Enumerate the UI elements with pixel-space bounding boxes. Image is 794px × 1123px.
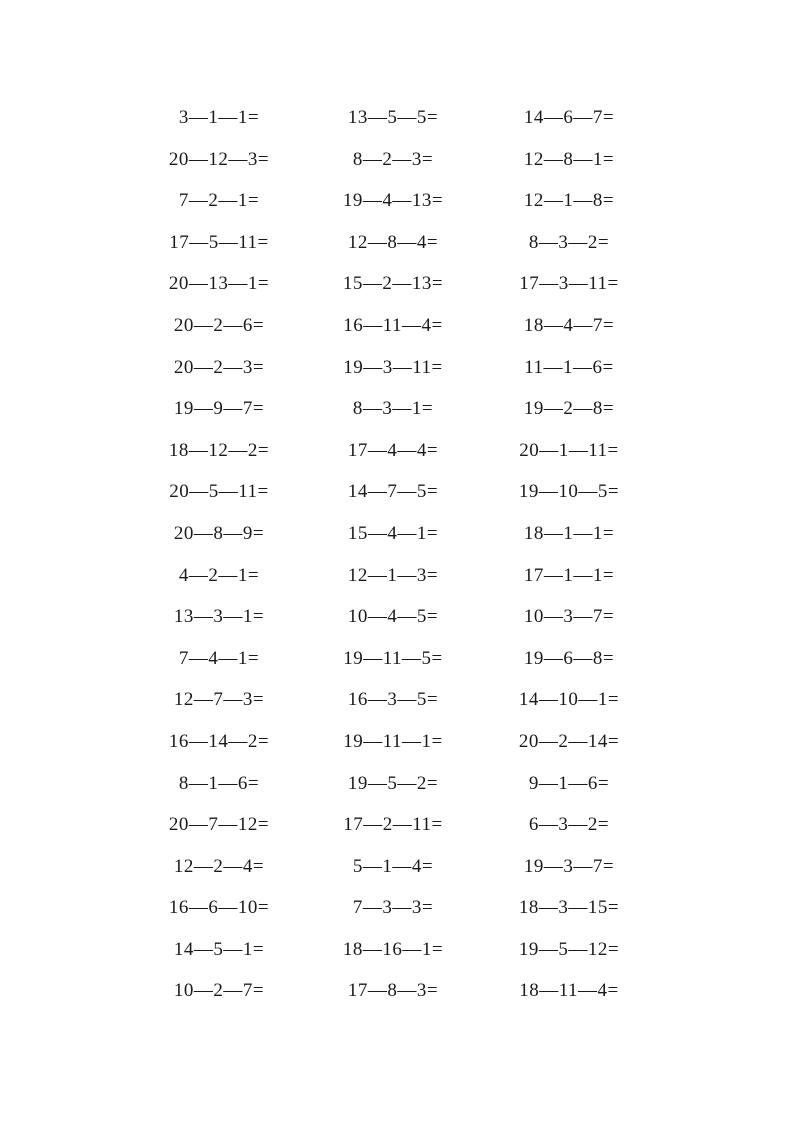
- subtraction-problem: 12—1—3=: [347, 564, 439, 586]
- subtraction-problem: 14—10—1=: [518, 689, 620, 711]
- problem-row: [0, 308, 794, 350]
- problem-row: [0, 100, 794, 142]
- problem-row: [0, 682, 794, 724]
- subtraction-problem: 20—8—9=: [173, 522, 265, 544]
- subtraction-problem: 17—1—1=: [523, 564, 615, 586]
- subtraction-problem: 12—8—1=: [523, 148, 615, 170]
- problem-row: [0, 932, 794, 974]
- problem-row: [0, 766, 794, 808]
- subtraction-problem: 10—3—7=: [523, 606, 615, 628]
- subtraction-problem: 5—1—4=: [352, 855, 434, 877]
- subtraction-worksheet: [0, 100, 794, 1015]
- problem-row: [0, 641, 794, 683]
- subtraction-problem: 8—2—3=: [352, 148, 434, 170]
- subtraction-problem: 16—6—10=: [168, 897, 270, 919]
- subtraction-problem: 19—5—2=: [347, 772, 439, 794]
- subtraction-problem: 8—3—1=: [352, 398, 434, 420]
- subtraction-problem: 11—1—6=: [524, 356, 614, 378]
- subtraction-problem: 13—5—5=: [347, 107, 439, 128]
- subtraction-problem: 18—4—7=: [523, 314, 615, 336]
- problem-row: [0, 807, 794, 849]
- subtraction-problem: 16—14—2=: [168, 730, 270, 752]
- subtraction-problem: 20—7—12=: [168, 814, 270, 836]
- subtraction-problem: 19—11—1=: [343, 730, 443, 752]
- problem-row: [0, 225, 794, 267]
- problem-row: [0, 558, 794, 600]
- subtraction-problem: 20—2—14=: [518, 730, 620, 752]
- subtraction-problem: 19—2—8=: [523, 398, 615, 420]
- subtraction-problem: 13—3—1=: [173, 606, 265, 628]
- subtraction-problem: 19—4—13=: [342, 190, 444, 212]
- subtraction-problem: 20—5—11=: [169, 481, 269, 503]
- problem-row: [0, 849, 794, 891]
- subtraction-problem: 14—7—5=: [347, 481, 439, 503]
- problem-row: [0, 142, 794, 184]
- subtraction-problem: 14—6—7=: [523, 107, 615, 128]
- subtraction-problem: 19—5—12=: [518, 938, 620, 960]
- subtraction-problem: 18—1—1=: [523, 522, 615, 544]
- subtraction-problem: 7—2—1=: [178, 190, 260, 212]
- subtraction-problem: 12—2—4=: [173, 855, 265, 877]
- subtraction-problem: 6—3—2=: [528, 814, 610, 836]
- subtraction-problem: 3—1—1=: [178, 107, 260, 128]
- subtraction-problem: 19—9—7=: [173, 398, 265, 420]
- problem-row: [0, 516, 794, 558]
- subtraction-problem: 10—2—7=: [173, 980, 265, 1002]
- problem-row: [0, 474, 794, 516]
- problem-row: [0, 183, 794, 225]
- subtraction-problem: 15—4—1=: [347, 522, 439, 544]
- subtraction-problem: 8—1—6=: [178, 772, 260, 794]
- subtraction-problem: 16—3—5=: [347, 689, 439, 711]
- subtraction-problem: 17—8—3=: [347, 980, 439, 1002]
- subtraction-problem: 17—2—11=: [343, 814, 443, 836]
- problem-row: [0, 266, 794, 308]
- subtraction-problem: 18—16—1=: [342, 938, 444, 960]
- subtraction-problem: 9—1—6=: [528, 772, 610, 794]
- subtraction-problem: 15—2—13=: [342, 273, 444, 295]
- subtraction-problem: 10—4—5=: [347, 606, 439, 628]
- subtraction-problem: 19—11—5=: [343, 647, 443, 669]
- subtraction-problem: 20—13—1=: [168, 273, 270, 295]
- subtraction-problem: 20—12—3=: [168, 148, 270, 170]
- subtraction-problem: 20—1—11=: [519, 439, 619, 461]
- subtraction-problem: 19—10—5=: [518, 481, 620, 503]
- subtraction-problem: 20—2—6=: [173, 314, 265, 336]
- subtraction-problem: 18—12—2=: [168, 439, 270, 461]
- subtraction-problem: 18—3—15=: [518, 897, 620, 919]
- subtraction-problem: 19—6—8=: [523, 647, 615, 669]
- subtraction-problem: 12—1—8=: [523, 190, 615, 212]
- subtraction-problem: 17—3—11=: [519, 273, 619, 295]
- subtraction-problem: 18—11—4=: [519, 980, 619, 1002]
- problem-row: [0, 890, 794, 932]
- problem-row: [0, 599, 794, 641]
- subtraction-problem: 19—3—7=: [523, 855, 615, 877]
- subtraction-problem: 4—2—1=: [178, 564, 260, 586]
- subtraction-problem: 7—3—3=: [352, 897, 434, 919]
- subtraction-problem: 12—8—4=: [347, 231, 439, 253]
- subtraction-problem: 17—4—4=: [347, 439, 439, 461]
- subtraction-problem: 12—7—3=: [173, 689, 265, 711]
- subtraction-problem: 8—3—2=: [528, 231, 610, 253]
- subtraction-problem: 20—2—3=: [173, 356, 265, 378]
- subtraction-problem: 17—5—11=: [169, 231, 269, 253]
- subtraction-problem: 7—4—1=: [178, 647, 260, 669]
- problem-row: [0, 350, 794, 392]
- subtraction-problem: 19—3—11=: [343, 356, 443, 378]
- problem-row: [0, 433, 794, 475]
- problem-row: [0, 973, 794, 1015]
- subtraction-problem: 16—11—4=: [343, 314, 443, 336]
- problem-row: [0, 724, 794, 766]
- problem-row: [0, 391, 794, 433]
- subtraction-problem: 14—5—1=: [173, 938, 265, 960]
